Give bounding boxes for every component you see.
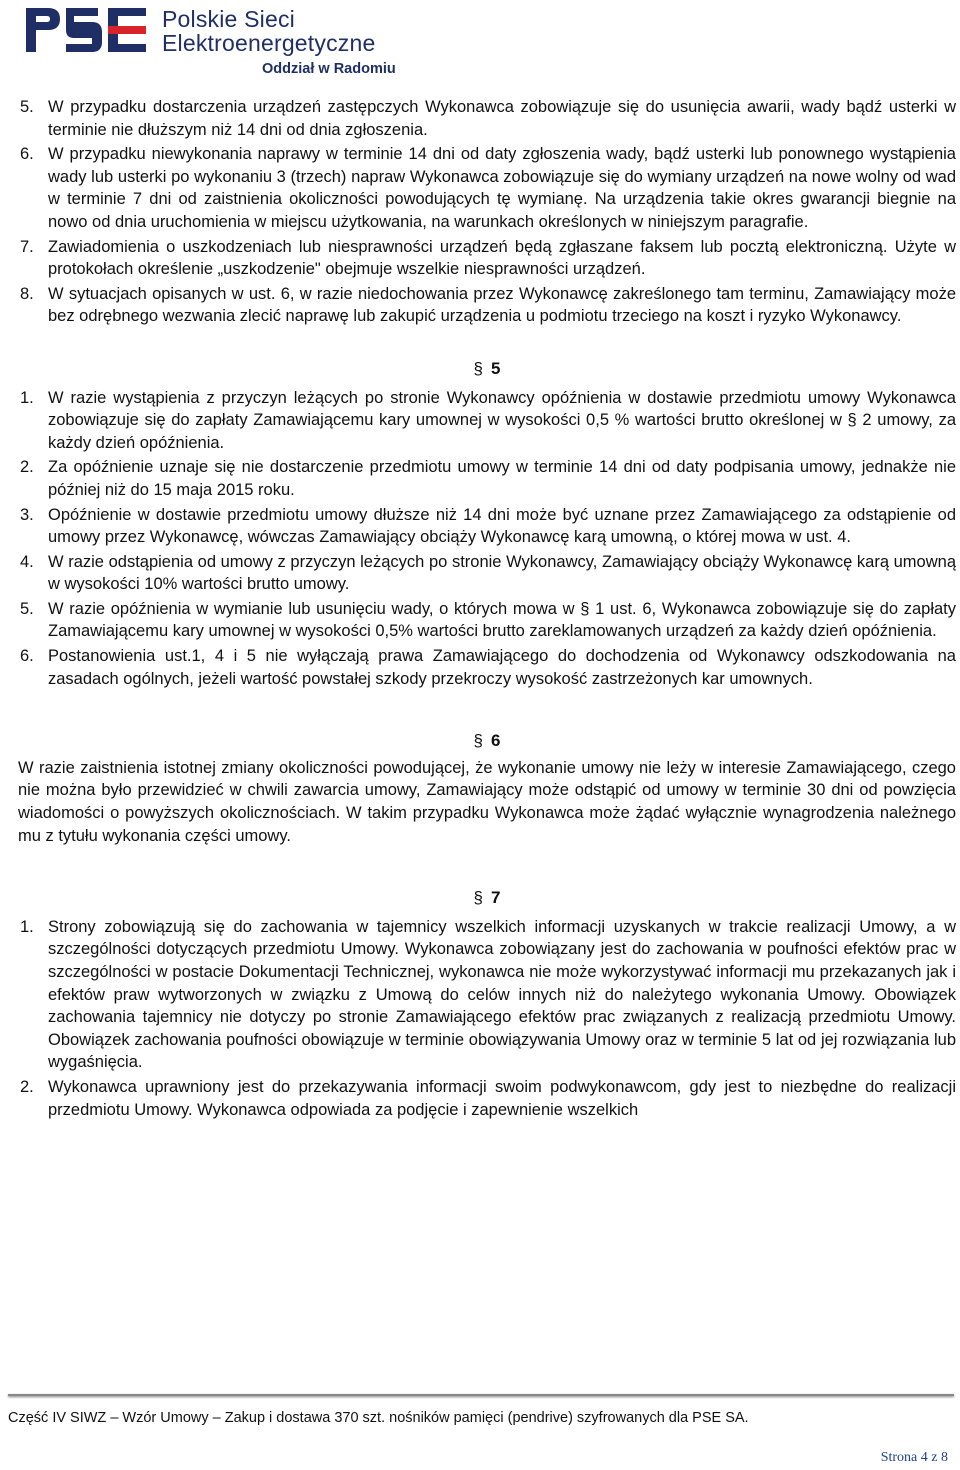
list-item [18,916,956,1074]
company-logo [22,2,422,82]
item-number: 8. [20,284,34,303]
branch-name: Oddział w Radomiu [262,61,396,77]
item-number: 2. [20,458,34,477]
paragraph-symbol: § [473,731,483,751]
item-number: 1. [20,388,34,407]
item-text: Strony zobowiązują się do zachowania w tajemnicy wszelkich informacji uzyskanych w trakcie realizacji Umowy, a w szczególności dotyczących przedmiotu Umowy. Wykonawca zobowiązany jest do zachowania w poufności efektów prac w szczególności w postacie Dokumentacji Technicznej, wykonawca nie może wykorzystywać informacji mu przekazanych jak i efektów praw wytworzonych w związku z Umową do celów innych niż do należytego wykonania Umowy. Obowiązek zachowania tajemnicy nie dotyczy po stronie Zamawiającego efektów prac związanych z realizacją przedmiotu Umowy. Obowiązek zachowania poufności obowiązuje w terminie obowiązywania Umowy oraz w terminie 5 lat od jej rozwiązania lub wygaśnięcia. [48,917,956,1072]
document-body [18,96,956,1121]
list-item [18,551,956,596]
list-item [18,645,956,690]
paragraph-symbol: § [473,888,483,908]
section-number: 7 [491,888,501,908]
item-number: 5. [20,599,34,618]
paragraph-symbol: § [473,358,483,378]
list-item [18,598,956,643]
footer-text: Część IV SIWZ – Wzór Umowy – Zakup i dostawa 370 szt. nośników pamięci (pendrive) szyfrowanych dla PSE SA. [8,1410,749,1426]
item-number: 1. [20,917,34,936]
pse-logo-icon [22,2,157,58]
page-current: 4 [920,1450,928,1465]
section-6-text: W razie zaistnienia istotnej zmiany okoliczności powodującej, że wykonanie umowy nie leży w interesie Zamawiającego, czego nie można było przewidzieć w chwili zawarcia umowy, Zamawiający może odstąpić od umowy w terminie 30 dni od powzięcia wiadomości o powyższych okolicznościach. W takim przypadku Wykonawca może żądać wyłącznie wynagrodzenia należnego mu z tytułu wykonania części umowy. [18,758,956,845]
section-number: 6 [491,731,501,751]
page-total: 8 [941,1450,948,1465]
item-number: 4. [20,552,34,571]
section-heading-5 [18,358,956,381]
list-item [18,236,956,281]
item-text: W sytuacjach opisanych w ust. 6, w razie niedochowania przez Wykonawcę zakreślonego tam terminu, Zamawiający może bez odrębnego wezwania zlecić naprawę lub zakupić urządzenia u podmiotu trzeciego na koszt i ryzyko Wykonawcy. [48,284,956,326]
item-text: Zawiadomienia o uszkodzeniach lub niesprawności urządzeń będą zgłaszane faksem lub pocztą elektroniczną. Użyte w protokołach określenie „uszkodzenie" obejmuje wszelkie niesprawności urządzeń. [48,237,956,279]
item-text: Wykonawca uprawniony jest do przekazywania informacji swoim podwykonawcom, gdy jest to niezbędne do realizacji przedmiotu Umowy. Wykonawca odpowiada za podjęcie i zapewnienie wszelkich [48,1077,956,1119]
section-number: 5 [491,358,501,378]
list-item [18,283,956,328]
page-label: Strona [880,1450,918,1465]
footer-divider [8,1394,954,1396]
item-text: Za opóźnienie uznaje się nie dostarczenie przedmiotu umowy w terminie 14 dni od daty podpisania umowy, jednakże nie później niż do 15 maja 2015 roku. [48,458,956,499]
item-text: W razie odstąpienia od umowy z przyczyn leżących po stronie Wykonawcy, Zamawiający obciąży Wykonawcę karą umowną w wysokości 10% wartości brutto umowy. [48,552,956,594]
item-text: W przypadku niewykonania naprawy w terminie 14 dni od daty zgłoszenia wady, bądź usterki lub ponownego wystąpienia wady lub usterki po wykonaniu 3 (trzech) napraw Wykonawca zobowiązuje się do wymiany urządzeń na nowe wolny od wad w terminie 7 dni od zaistnienia okoliczności powodujących tę wymianę. Na urządzenia takie okres gwarancji biegnie na nowo od dnia uruchomienia w miejscu użytkowania, na warunkach określonych w niniejszym paragrafie. [48,145,956,231]
item-text: W razie wystąpienia z przyczyn leżących po stronie Wykonawcy opóźnienia w dostawie przedmiotu umowy Wykonawca zobowiązuje się do zapłaty Zamawiającemu kary umownej w wysokości 0,5 % wartości brutto określonej w § 2 umowy, za każdy dzień opóźnienia. [48,388,956,452]
list-item [18,387,956,455]
list-item [18,504,956,549]
list-item [18,1076,956,1121]
item-text: Opóźnienie w dostawie przedmiotu umowy dłuższe niż 14 dni może być uznane przez Zamawiającego za odstąpienie od umowy przez Wykonawcę, wówczas Zamawiający obciąży Wykonawcę karą umowną, o której mowa w ust. 4. [48,505,956,547]
item-number: 7. [20,237,34,256]
list-item [18,143,956,233]
item-number: 3. [20,505,34,524]
item-number: 2. [20,1077,34,1096]
item-number: 5. [20,98,34,116]
item-text: W przypadku dostarczenia urządzeń zastępczych Wykonawca zobowiązuje się do usunięcia awarii, wady bądź usterki w terminie nie dłuższym niż 14 dni od dnia zgłoszenia. [48,98,956,139]
item-number: 6. [20,145,34,164]
section-heading-6 [18,730,956,753]
brand-line-2: Elektroenergetyczne [162,30,376,56]
list-item [18,96,956,141]
item-number: 6. [20,647,34,666]
item-text: W razie opóźnienia w wymianie lub usunięciu wady, o których mowa w § 1 ust. 6, Wykonawca zobowiązuje się do zapłaty Zamawiającemu kary umownej w wysokości 0,5% wartości brutto zareklamowanych urządzeń za każdy dzień opóźnienia. [48,599,956,641]
section-heading-7 [18,887,956,910]
list-item [18,456,956,501]
page-of: z [931,1450,938,1465]
brand-line-1: Polskie Sieci [162,6,295,32]
page-number [881,1450,948,1466]
item-text: Postanowienia ust.1, 4 i 5 nie wyłączają prawa Zamawiającego do dochodzenia od Wykonawcy odszkodowania na zasadach ogólnych, jeżeli wartość powstałej szkody przekroczy wysokość zastrzeżonych kar umownych. [48,647,956,688]
